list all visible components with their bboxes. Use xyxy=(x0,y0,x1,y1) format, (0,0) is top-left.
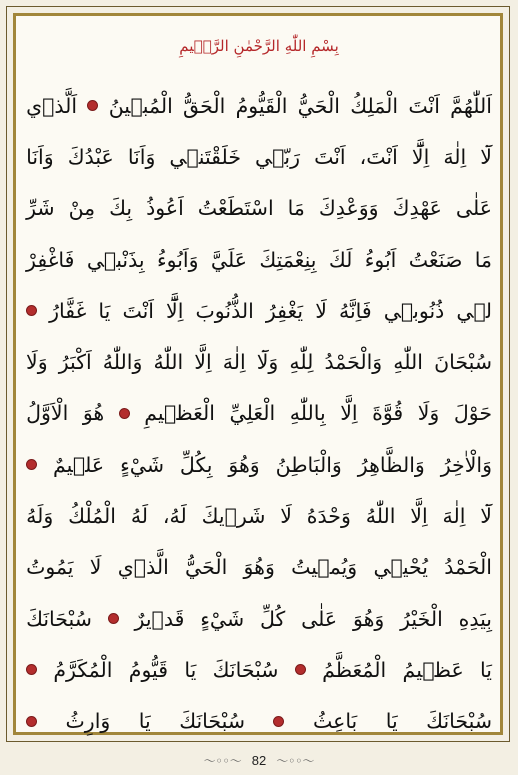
word: اللّٰهِ xyxy=(393,350,424,375)
word: لَا xyxy=(89,555,102,580)
word: صَنَعْتُ xyxy=(408,247,463,272)
word: الذُّنُوبَ xyxy=(195,298,254,323)
word: لَا xyxy=(280,504,292,529)
word: وَاَنَا xyxy=(26,144,54,169)
text-line xyxy=(26,234,492,285)
word: اِلَّا xyxy=(194,350,212,375)
basmala-text: بِسْمِ اللّٰهِ الرَّحْمٰنِ الرَّح۪يمِ xyxy=(179,37,339,55)
verse-marker-icon xyxy=(26,716,37,727)
basmala-header xyxy=(26,26,492,66)
word: فَاِنَّهُ xyxy=(338,298,372,323)
text-line xyxy=(26,542,492,593)
word: الْعَلِيِّ xyxy=(229,401,276,426)
word: اسْتَطَعْتُ xyxy=(197,196,274,221)
text-line xyxy=(26,644,492,695)
word: وَاَنَا xyxy=(127,144,156,169)
word: مِنْ xyxy=(68,196,96,221)
verse-marker-icon xyxy=(26,459,37,470)
word: اَبُوءُ xyxy=(364,247,397,272)
word: شَيْءٍ xyxy=(200,606,245,631)
word: اللّٰهُ xyxy=(365,504,396,529)
word: اِلٰهَ xyxy=(442,504,466,529)
word: يُحْي۪ي xyxy=(373,555,428,580)
text-line xyxy=(26,439,492,490)
word: مَا xyxy=(287,196,305,221)
word: عَهْدِكَ xyxy=(392,196,442,221)
text-line xyxy=(26,183,492,234)
word: وَلَا xyxy=(417,401,440,426)
word: اِلَّا xyxy=(340,401,358,426)
word: وَهُوَ xyxy=(243,555,275,580)
word: بِنِعْمَتِكَ xyxy=(259,247,317,272)
word: عَلَيَّ xyxy=(210,247,247,272)
word: بَاعِثُ xyxy=(312,709,358,734)
word: اَنْتَ xyxy=(408,93,440,118)
word: عَل۪يمٌ xyxy=(53,452,105,477)
word: فَاغْفِرْ xyxy=(26,247,75,272)
word: يَا xyxy=(138,709,151,734)
word: الْحَقُّ xyxy=(183,93,226,118)
word: شَيْءٍ xyxy=(120,452,164,477)
word: قُوَّةَ xyxy=(372,401,404,426)
word: الْمُلْكُ xyxy=(68,504,116,529)
word: وَهُوَ xyxy=(228,452,260,477)
word: اَنْتَ، xyxy=(359,144,398,169)
word: وَالظَّاهِرُ xyxy=(357,452,425,477)
ornament-left-icon: 〜◦◦〜 xyxy=(203,753,242,768)
word: اِلَّٓا xyxy=(166,298,184,323)
word: شَر۪يكَ xyxy=(201,504,266,529)
word: وَاللّٰهُ xyxy=(102,350,143,375)
word: اَكْبَرُ xyxy=(58,350,92,375)
word: الْخَيْرُ xyxy=(400,606,443,631)
word: عَلٰى xyxy=(455,196,492,221)
text-line xyxy=(26,285,492,336)
word: وَوَعْدِكَ xyxy=(318,196,379,221)
verse-marker-icon xyxy=(273,716,284,727)
word: مَا xyxy=(474,247,492,272)
verse-marker-icon xyxy=(26,305,37,316)
word: سُبْحَانَكَ xyxy=(179,709,246,734)
word: بِكَ xyxy=(109,196,133,221)
word: يَا xyxy=(98,298,111,323)
word: لَهُ، xyxy=(162,504,187,529)
word: الْمُب۪ينُ xyxy=(108,93,173,118)
word: وَلَهُ xyxy=(26,504,54,529)
word: وَلَا xyxy=(26,350,48,375)
word: الْاَوَّلُ xyxy=(26,401,69,426)
word: سُبْحَانَكَ xyxy=(426,709,492,734)
word: اَللّٰهُمَّ xyxy=(450,93,492,118)
word: عَظ۪يمُ xyxy=(402,657,464,682)
text-line xyxy=(26,336,492,387)
word: اِلَّا xyxy=(410,504,428,529)
text-line xyxy=(26,696,492,747)
text-line xyxy=(26,490,492,541)
word: وَيُم۪يتُ xyxy=(291,555,358,580)
verse-marker-icon xyxy=(87,100,98,111)
word: يَمُوتُ xyxy=(26,555,74,580)
word: الَّذ۪ي xyxy=(117,555,169,580)
prayer-text xyxy=(26,80,492,747)
word: عَلٰى xyxy=(301,606,338,631)
page-number: 82 xyxy=(251,752,267,768)
text-line xyxy=(26,80,492,131)
page-content xyxy=(26,22,492,734)
word: وَهُوَ xyxy=(352,606,385,631)
word: شَرِّ xyxy=(26,196,55,221)
word: غَفَّارُ xyxy=(49,298,87,323)
word: عَبْدُكَ xyxy=(67,144,114,169)
word: قَيُّومُ xyxy=(128,657,169,682)
text-line xyxy=(26,131,492,182)
word: لِلّٰهِ xyxy=(289,350,314,375)
word: الْحَيُّ xyxy=(185,555,228,580)
word: يَغْفِرُ xyxy=(265,298,304,323)
word: اَلَّذ۪ي xyxy=(26,93,78,118)
word: الْحَيُّ xyxy=(297,93,340,118)
word: وَالْحَمْدُ xyxy=(324,350,383,375)
word: ل۪ي xyxy=(456,298,492,323)
word: وَحْدَهُ xyxy=(306,504,351,529)
text-line xyxy=(26,388,492,439)
verse-marker-icon xyxy=(119,408,130,419)
word: لَا xyxy=(315,298,327,323)
page-footer xyxy=(0,748,518,772)
word: اِلٰهَ xyxy=(222,350,246,375)
word: اَنْتَ xyxy=(314,144,346,169)
word: كُلِّ xyxy=(259,606,286,631)
word: يَا xyxy=(184,657,197,682)
word: لَهُ xyxy=(130,504,149,529)
word: الْمُعَظَّمُ xyxy=(322,657,387,682)
word: بِاللّٰهِ xyxy=(289,401,326,426)
word: الْمُكَرَّمُ xyxy=(53,657,113,682)
verse-marker-icon xyxy=(26,664,37,675)
word: رَبّ۪ي xyxy=(255,144,301,169)
verse-marker-icon xyxy=(295,664,306,675)
word: الْحَمْدُ xyxy=(444,555,492,580)
word: وَالْبَاطِنُ xyxy=(275,452,342,477)
word: وَاَبُوءُ xyxy=(156,247,199,272)
word: خَلَقْتَن۪ي xyxy=(169,144,241,169)
word: الْمَلِكُ xyxy=(350,93,399,118)
text-line xyxy=(26,593,492,644)
word: الْقَيُّومُ xyxy=(235,93,288,118)
word: وَارِثُ xyxy=(65,709,111,734)
word: اللّٰهُ xyxy=(153,350,184,375)
word: قَد۪يرٌ xyxy=(134,606,185,631)
ornament-right-icon: 〜◦◦〜 xyxy=(276,753,315,768)
word: سُبْحَانَ xyxy=(434,350,492,375)
word: الْعَظ۪يمِ xyxy=(144,401,215,426)
word: لَٓا xyxy=(480,504,492,529)
word: يَا xyxy=(480,657,492,682)
word: لَٓا xyxy=(480,144,492,169)
word: اَعُوذُ xyxy=(146,196,184,221)
word: ذُنُوب۪ي xyxy=(383,298,445,323)
verse-marker-icon xyxy=(108,613,119,624)
word: هُوَ xyxy=(82,401,105,426)
word: يَا xyxy=(385,709,398,734)
word: حَوْلَ xyxy=(453,401,492,426)
word: اِلَّٓا xyxy=(411,144,430,169)
word: وَالْاٰخِرُ xyxy=(440,452,492,477)
word: بِذَنْب۪ي xyxy=(86,247,145,272)
word: اَنْتَ xyxy=(122,298,154,323)
word: سُبْحَانَكَ xyxy=(26,606,92,631)
word: اِلٰهَ xyxy=(443,144,467,169)
word: لَكَ xyxy=(328,247,353,272)
word: وَلَٓا xyxy=(256,350,279,375)
word: بِيَدِهِ xyxy=(458,606,492,631)
word: سُبْحَانَكَ xyxy=(212,657,279,682)
word: بِكُلِّ xyxy=(179,452,213,477)
